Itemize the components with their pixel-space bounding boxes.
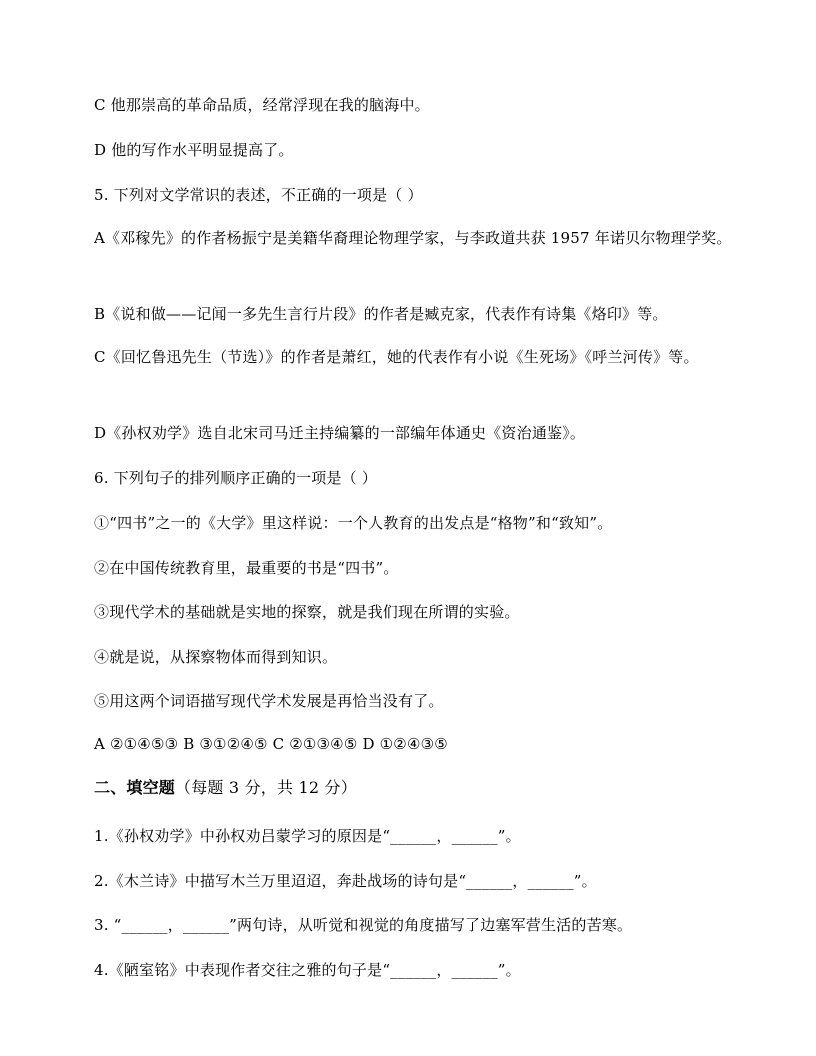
question-6-sentence-5: ⑤用这两个词语描写现代学术发展是再恰当没有了。 bbox=[94, 692, 444, 710]
question-4-option-d: D 他的写作水平明显提高了。 bbox=[94, 141, 294, 159]
section-2-heading bbox=[94, 773, 734, 803]
question-6-sentence-4: ④就是说，从探察物体而得到知识。 bbox=[94, 648, 338, 666]
question-6-sentence-3: ③现代学术的基础就是实地的探察，就是我们现在所谓的实验。 bbox=[94, 603, 520, 621]
question-5-option-d: D《孙权劝学》选自北宋司马迁主持编纂的一部编年体通史《资治通鉴》。 bbox=[94, 424, 586, 442]
question-6-sentence-2: ②在中国传统教育里，最重要的书是“四书”。 bbox=[94, 559, 399, 577]
question-5-option-b: B《说和做——记闻一多先生言行片段》的作者是臧克家，代表作有诗集《烙印》等。 bbox=[94, 305, 668, 323]
fill-question-4: 4.《陋室铭》中表现作者交往之雅的句子是“______，______”。 bbox=[94, 961, 521, 979]
question-4-option-c: C 他那崇高的革命品质，经常浮现在我的脑海中。 bbox=[94, 96, 430, 114]
fill-question-2: 2.《木兰诗》中描写木兰万里迢迢，奔赴战场的诗句是“______，______”。 bbox=[94, 872, 597, 890]
question-6-stem: 6. 下列句子的排列顺序正确的一项是（ ） bbox=[94, 469, 378, 487]
fill-question-1: 1.《孙权劝学》中孙权劝吕蒙学习的原因是“______，______”。 bbox=[94, 827, 521, 845]
section-2-title: 二、填空题 bbox=[94, 778, 176, 797]
question-6-options: A ②①④⑤③ B ③①②④⑤ C ②①③④⑤ D ①②④③⑤ bbox=[94, 735, 448, 753]
question-6-sentence-1: ①“四书”之一的《大学》里这样说：一个人教育的出发点是“格物”和“致知”。 bbox=[94, 514, 613, 532]
section-2-score-note: （每题 3 分，共 12 分） bbox=[175, 778, 357, 797]
question-5-stem: 5. 下列对文学常识的表述，不正确的一项是（ ） bbox=[94, 186, 423, 204]
question-5-option-c: C《回忆鲁迅先生（节选）》的作者是萧红，她的代表作有小说《生死场》《呼兰河传》等。 bbox=[94, 348, 699, 366]
fill-question-3: 3. “______，______”两句诗，从听觉和视觉的角度描写了边塞军营生活的苦寒。 bbox=[94, 916, 633, 934]
question-5-option-a: A《邓稼先》的作者杨振宁是美籍华裔理论物理学家，与李政道共获 1957 年诺贝尔物理学奖。 bbox=[94, 229, 732, 247]
